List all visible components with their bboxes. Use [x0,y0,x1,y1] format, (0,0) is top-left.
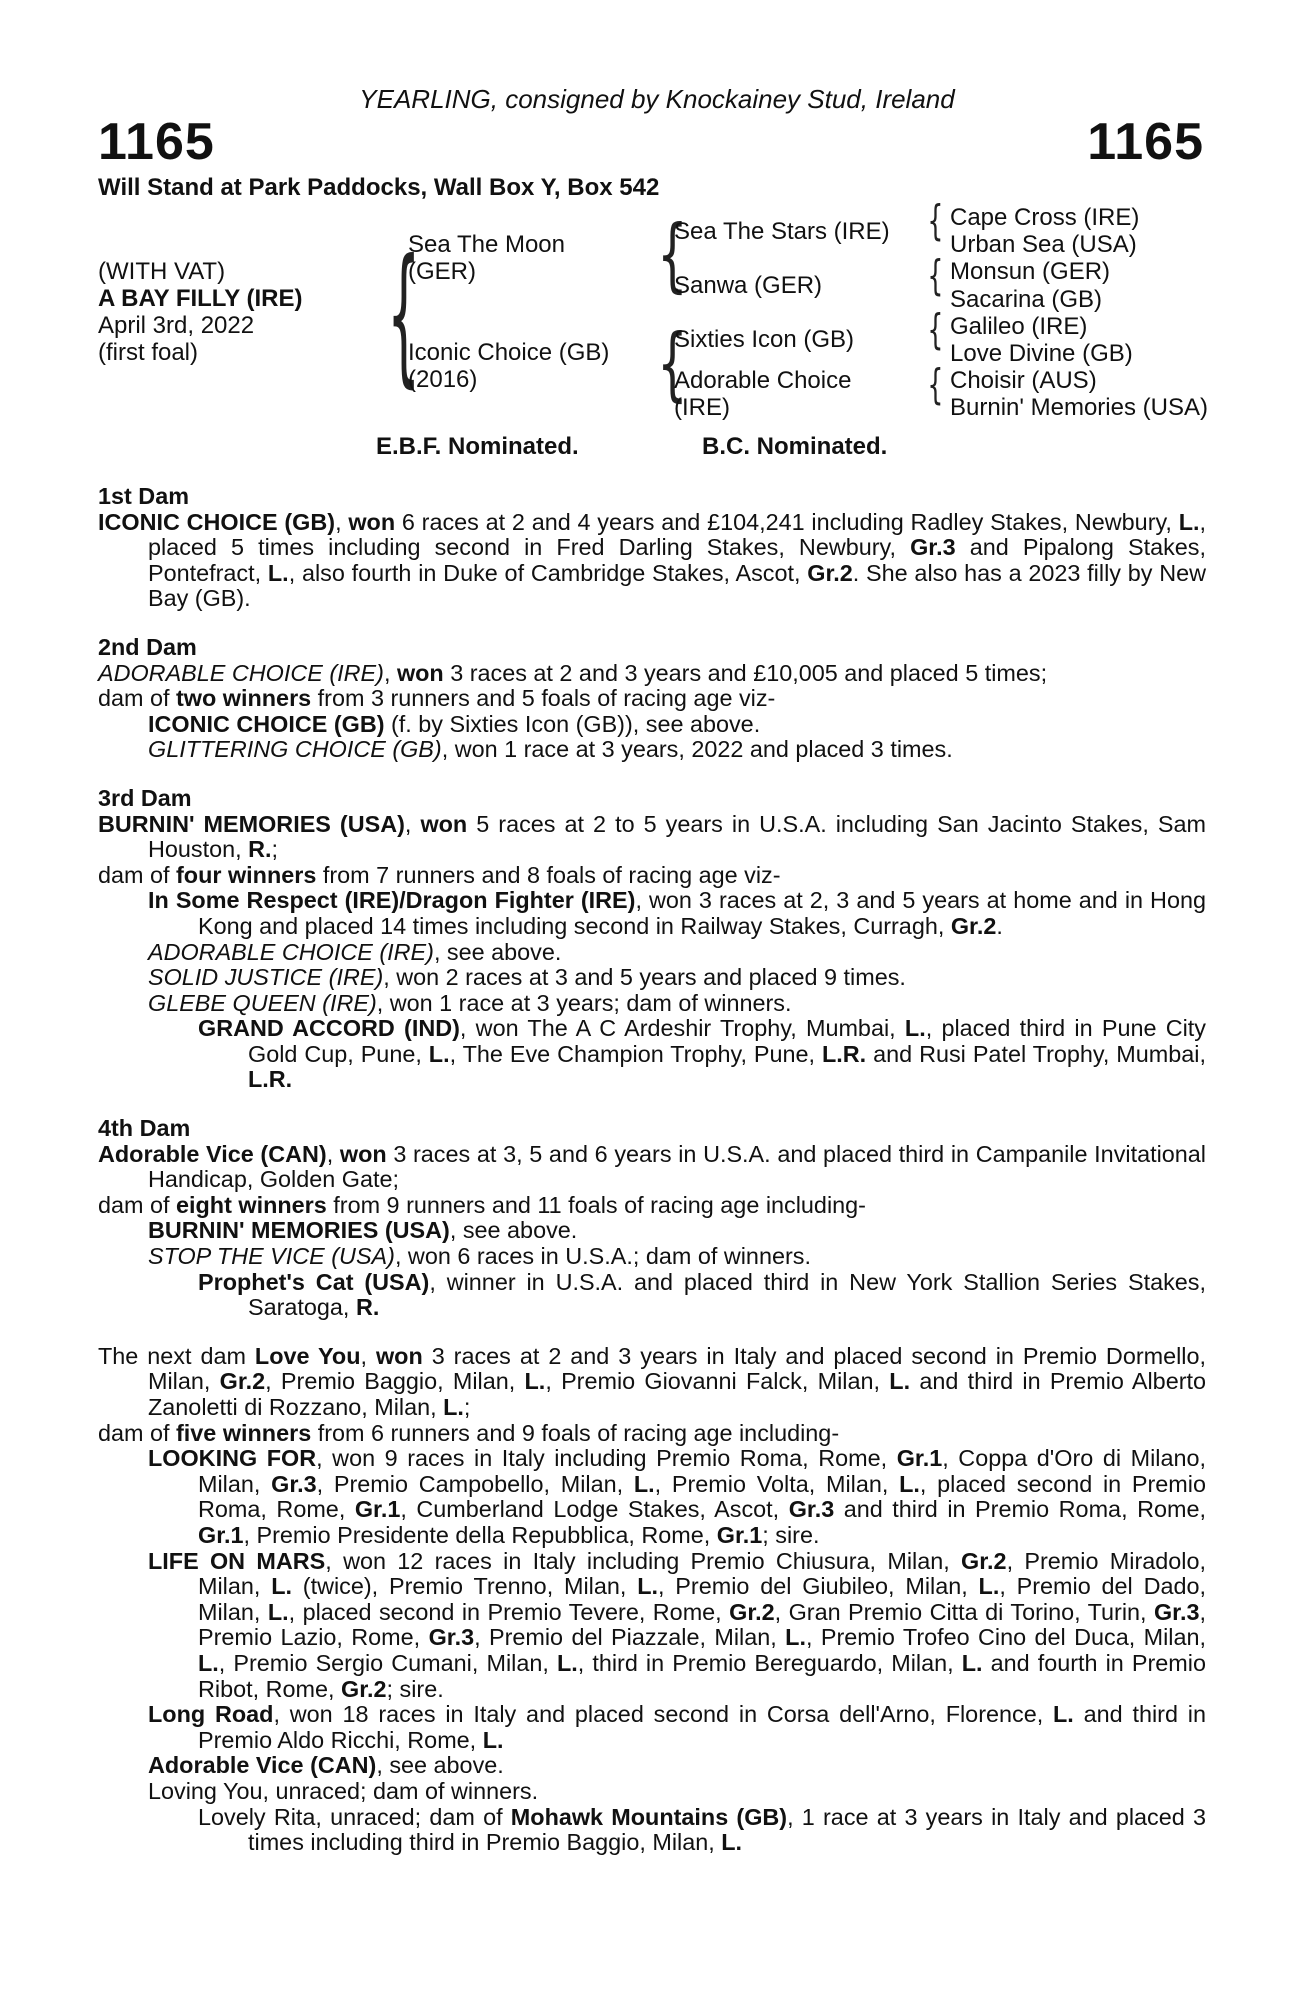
bc-nomination: B.C. Nominated. [702,433,888,460]
sire-name: Sea The Moon [408,231,565,258]
section-heading: 4th Dam [98,1115,191,1142]
g3-brace-2: { [927,251,944,300]
sire-dam: Sanwa (GER) [674,272,823,299]
foaling-date: April 3rd, 2022 [98,312,255,339]
sire-sire: Sea The Stars (IRE) [674,218,890,245]
second-dam-section: 2nd Dam ADORABLE CHOICE (IRE), won 3 races at 2 and 3 years and £10,005 and placed 5 times; dam of two winners from 3 runners and 5 foals of racing age viz- ICONIC CHOICE (GB) (f. by Sixties Icon (GB)), see above. GLITTERING CHOICE (GB), won 1 race at 3 years, 2022 and placed 3 times. [98,635,1206,763]
lot-number-right: 1165 [1087,113,1204,171]
stand-location: Will Stand at Park Paddocks, Wall Box Y, Box 542 [98,174,660,201]
dam [408,339,609,393]
dam-sire: Sixties Icon (GB) [674,326,855,353]
first-dam-section [98,484,1206,612]
lot-number-left: 1165 [98,113,215,171]
dam-year: (2016) [408,366,478,393]
section-heading: 1st Dam [98,483,190,509]
g3-brace-3: { [927,305,944,354]
g3-brace-1: { [927,196,944,245]
vat-note: (WITH VAT) [98,258,226,285]
horse-name: A BAY FILLY (IRE) [98,285,303,312]
horse-details [98,258,303,366]
third-dam-section: 3rd Dam BURNIN' MEMORIES (USA), won 5 races at 2 to 5 years in U.S.A. including San Jacinto Stakes, Sam Houston, R.; dam of four winners from 7 runners and 8 foals of racing age viz- In Some Respect (IRE)/Dragon Fighter (IRE), won 3 races at 2, 3 and 5 years at home and in Hong Kong and placed 14 times including second in Railway Stakes, Curragh, Gr.2. ADORABLE CHOICE (IRE), see above. SOLID JUSTICE (IRE), won 2 races at 3 and 5 years and placed 9 times. GLEBE QUEEN (IRE), won 1 race at 3 years; dam of winners. GRAND ACCORD (IND), won The A C Ardeshir Trophy, Mumbai, L., placed third in Pune City Gold Cup, Pune, L., The Eve Champion Trophy, Pune, L.R. and Rusi Patel Trophy, Mumbai, L.R. [98,784,1207,1093]
fourth-dam-section: 4th Dam Adorable Vice (CAN), won 3 races at 3, 5 and 6 years in U.S.A. and placed third in Campanile Invitational Handicap, Golden Gate; dam of eight winners from 9 runners and 11 foals of racing age including- BURNIN' MEMORIES (USA), see above. STOP THE VICE (USA), won 6 races in U.S.A.; dam of winners. Prophet's Cat (USA), winner in U.S.A. and placed third in New York Stallion Series Stakes, Saratoga, R. [98,1115,1207,1321]
section-heading: 3rd Dam [98,784,192,811]
foal-note: (first foal) [98,339,199,366]
g3-brace-4: { [927,360,944,409]
sire [408,231,565,285]
dam-dam: Adorable Choice (IRE) [674,367,852,421]
pedigree-brace: { [387,228,421,402]
dam-brace: { [657,317,688,410]
section-heading: 2nd Dam [98,633,197,660]
dam-name: Iconic Choice (GB) [408,339,610,366]
dam-paragraph: ICONIC CHOICE (GB), won 6 races at 2 and 4 years and £104,241 including Radley Stakes, Newbury, L., placed 5 times including second in Fred Darling Stakes, Newbury, Gr.3 and Pipalong Stakes, Pontefract, L., also fourth in Duke of Cambridge Stakes, Ascot, Gr.2. She also has a 2023 filly by New Bay (GB). [98,508,1207,612]
ebf-nomination: E.B.F. Nominated. [376,433,579,460]
produce-record [98,484,1206,1856]
sire-origin: (GER) [408,258,476,285]
great-grandparents: Cape Cross (IRE) Urban Sea (USA) Monsun (GER) Sacarina (GB) Galileo (IRE) Love Divine (GB) Choisir (AUS) Burnin' Memories (USA) [950,204,1208,422]
next-dam-section: The next dam Love You, won 3 races at 2 and 3 years in Italy and placed second in Premio Dormello, Milan, Gr.2, Premio Baggio, Milan, L., Premio Giovanni Falck, Milan, L. and third in Premio Alberto Zanoletti di Rozzano, Milan, L.; dam of five winners from 6 runners and 9 foals of racing age including- LOOKING FOR, won 9 races in Italy including Premio Roma, Rome, Gr.1, Coppa d'Oro di Milano, Milan, Gr.3, Premio Campobello, Milan, L., Premio Volta, Milan, L., placed second in Premio Roma, Rome, Gr.1, Cumberland Lodge Stakes, Ascot, Gr.3 and third in Premio Roma, Rome, Gr.1, Premio Presidente della Repubblica, Rome, Gr.1; sire. LIFE ON MARS, won 12 races in Italy including Premio Chiusura, Milan, Gr.2, Premio Miradolo, Milan, L. (twice), Premio Trenno, Milan, L., Premio del Giubileo, Milan, L., Premio del Dado, Milan, L., placed second in Premio Tevere, Rome, Gr.2, Gran Premio Citta di Torino, Turin, Gr.3, Premio Lazio, Rome, Gr.3, Premio del Piazzale, Milan, L., Premio Trofeo Cino del Duca, Milan, L., Premio Sergio Cumani, Milan, L., third in Premio Bereguardo, Milan, L. and fourth in Premio Ribot, Rome, Gr.2; sire. Long Road, won 18 races in Italy and placed second in Corsa dell'Arno, Florence, L. and third in Premio Aldo Ricchi, Rome, L. Adorable Vice (CAN), see above. Loving You, unraced; dam of winners. Lovely Rita, unraced; dam of Mohawk Mountains (GB), 1 race at 3 years in Italy and placed 3 times including third in Premio Baggio, Milan, L. [98,1342,1207,1856]
consignor-line: YEARLING, consigned by Knockainey Stud, Ireland [359,84,955,114]
sire-brace: { [657,208,688,301]
